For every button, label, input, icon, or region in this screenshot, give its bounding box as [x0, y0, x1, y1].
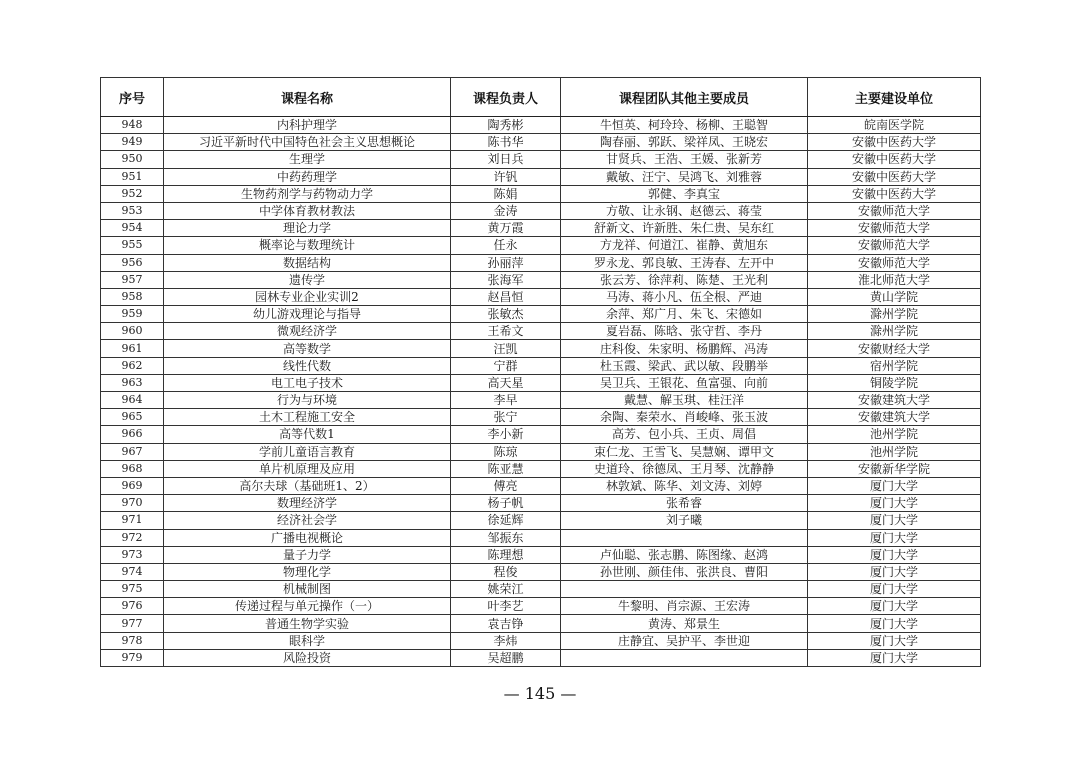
- cell-unit: 厦门大学: [808, 615, 981, 632]
- cell-unit: 厦门大学: [808, 632, 981, 649]
- cell-leader: 陶秀彬: [451, 117, 561, 134]
- table-row: [101, 563, 981, 580]
- cell-members: 余陶、秦荣水、肖峻峰、张玉波: [561, 409, 808, 426]
- cell-course-name: 中学体育教材教法: [164, 202, 451, 219]
- cell-course-name: 量子力学: [164, 546, 451, 563]
- cell-leader: 张海军: [451, 271, 561, 288]
- page-number: — 145 —: [503, 684, 577, 703]
- cell-leader: 吴超鹏: [451, 649, 561, 666]
- cell-leader: 陈娟: [451, 185, 561, 202]
- cell-unit: 淮北师范大学: [808, 271, 981, 288]
- cell-members: [561, 649, 808, 666]
- cell-unit: 皖南医学院: [808, 117, 981, 134]
- cell-unit: 安徽中医药大学: [808, 134, 981, 151]
- cell-leader: 孙丽萍: [451, 254, 561, 271]
- cell-members: 马涛、蒋小凡、伍全根、严迪: [561, 288, 808, 305]
- cell-members: 罗永龙、郭良敏、王涛春、左开中: [561, 254, 808, 271]
- cell-course-name: 眼科学: [164, 632, 451, 649]
- cell-leader: 李早: [451, 392, 561, 409]
- cell-no: 978: [101, 632, 164, 649]
- cell-leader: 赵昌恒: [451, 288, 561, 305]
- table-row: [101, 323, 981, 340]
- cell-leader: 陈琼: [451, 443, 561, 460]
- cell-course-name: 习近平新时代中国特色社会主义思想概论: [164, 134, 451, 151]
- cell-unit: 滁州学院: [808, 323, 981, 340]
- table-row: [101, 598, 981, 615]
- cell-members: 束仁龙、王雪飞、吴慧娴、谭甲文: [561, 443, 808, 460]
- cell-course-name: 机械制图: [164, 581, 451, 598]
- cell-leader: 袁吉铮: [451, 615, 561, 632]
- cell-course-name: 中药药理学: [164, 168, 451, 185]
- cell-course-name: 微观经济学: [164, 323, 451, 340]
- cell-unit: 厦门大学: [808, 581, 981, 598]
- cell-leader: 宁群: [451, 357, 561, 374]
- cell-no: 948: [101, 117, 164, 134]
- cell-no: 961: [101, 340, 164, 357]
- cell-leader: 程俊: [451, 563, 561, 580]
- header-members: 课程团队其他主要成员: [561, 78, 808, 117]
- table-row: [101, 185, 981, 202]
- table-row: [101, 426, 981, 443]
- cell-unit: 安徽新华学院: [808, 460, 981, 477]
- cell-leader: 金涛: [451, 202, 561, 219]
- table-row: [101, 546, 981, 563]
- table-row: [101, 151, 981, 168]
- cell-no: 956: [101, 254, 164, 271]
- cell-course-name: 概率论与数理统计: [164, 237, 451, 254]
- cell-leader: 傅亮: [451, 477, 561, 494]
- cell-course-name: 数据结构: [164, 254, 451, 271]
- cell-no: 955: [101, 237, 164, 254]
- cell-unit: 安徽中医药大学: [808, 185, 981, 202]
- table-row: [101, 392, 981, 409]
- cell-unit: 安徽师范大学: [808, 237, 981, 254]
- cell-course-name: 内科护理学: [164, 117, 451, 134]
- cell-members: [561, 581, 808, 598]
- table-row: [101, 374, 981, 391]
- cell-leader: 黄万霞: [451, 220, 561, 237]
- cell-course-name: 经济社会学: [164, 512, 451, 529]
- table-row: [101, 202, 981, 219]
- table-row: [101, 649, 981, 666]
- cell-unit: 厦门大学: [808, 529, 981, 546]
- table-row: [101, 529, 981, 546]
- cell-leader: 李炜: [451, 632, 561, 649]
- table-row: [101, 168, 981, 185]
- cell-leader: 刘日兵: [451, 151, 561, 168]
- cell-course-name: 高等代数1: [164, 426, 451, 443]
- cell-members: 吴卫兵、王银花、鱼富强、向前: [561, 374, 808, 391]
- cell-members: [561, 529, 808, 546]
- cell-course-name: 普通生物学实验: [164, 615, 451, 632]
- header-course-name: 课程名称: [164, 78, 451, 117]
- cell-no: 972: [101, 529, 164, 546]
- cell-members: 郭健、李真宝: [561, 185, 808, 202]
- cell-unit: 黄山学院: [808, 288, 981, 305]
- table-row: [101, 477, 981, 494]
- cell-course-name: 高尔夫球（基础班1、2）: [164, 477, 451, 494]
- cell-unit: 池州学院: [808, 443, 981, 460]
- table-row: [101, 512, 981, 529]
- table-row: [101, 254, 981, 271]
- cell-leader: 徐延辉: [451, 512, 561, 529]
- cell-members: 刘子曦: [561, 512, 808, 529]
- cell-no: 968: [101, 460, 164, 477]
- cell-members: 黄涛、郑景生: [561, 615, 808, 632]
- cell-no: 957: [101, 271, 164, 288]
- cell-course-name: 广播电视概论: [164, 529, 451, 546]
- header-leader: 课程负责人: [451, 78, 561, 117]
- cell-unit: 安徽中医药大学: [808, 168, 981, 185]
- cell-unit: 池州学院: [808, 426, 981, 443]
- cell-no: 971: [101, 512, 164, 529]
- cell-course-name: 遗传学: [164, 271, 451, 288]
- cell-course-name: 生理学: [164, 151, 451, 168]
- table-row: [101, 237, 981, 254]
- cell-members: 甘贤兵、王浩、王媛、张新芳: [561, 151, 808, 168]
- cell-no: 963: [101, 374, 164, 391]
- table-row: [101, 581, 981, 598]
- cell-no: 964: [101, 392, 164, 409]
- cell-course-name: 电工电子技术: [164, 374, 451, 391]
- cell-course-name: 传递过程与单元操作（一）: [164, 598, 451, 615]
- cell-members: 戴慧、解玉琪、桂汪洋: [561, 392, 808, 409]
- cell-members: 高芳、包小兵、王贞、周倡: [561, 426, 808, 443]
- cell-unit: 铜陵学院: [808, 374, 981, 391]
- cell-course-name: 风险投资: [164, 649, 451, 666]
- cell-no: 954: [101, 220, 164, 237]
- cell-unit: 安徽建筑大学: [808, 409, 981, 426]
- cell-members: 孙世刚、颜佳伟、张洪良、曹阳: [561, 563, 808, 580]
- cell-no: 953: [101, 202, 164, 219]
- cell-unit: 厦门大学: [808, 563, 981, 580]
- table-row: [101, 117, 981, 134]
- table-header-row: [101, 78, 981, 117]
- table-row: [101, 357, 981, 374]
- cell-no: 965: [101, 409, 164, 426]
- cell-unit: 厦门大学: [808, 512, 981, 529]
- cell-no: 952: [101, 185, 164, 202]
- cell-unit: 安徽师范大学: [808, 254, 981, 271]
- cell-members: 余萍、郑广月、朱飞、宋德如: [561, 306, 808, 323]
- cell-no: 974: [101, 563, 164, 580]
- cell-no: 959: [101, 306, 164, 323]
- cell-members: 庄科俊、朱家明、杨鹏辉、冯涛: [561, 340, 808, 357]
- cell-leader: 张敏杰: [451, 306, 561, 323]
- cell-members: 方敬、让永钢、赵德云、蒋莹: [561, 202, 808, 219]
- course-table: [100, 77, 981, 667]
- cell-no: 951: [101, 168, 164, 185]
- cell-members: 庄静宜、吴护平、李世迎: [561, 632, 808, 649]
- cell-leader: 杨子帆: [451, 495, 561, 512]
- table-row: [101, 615, 981, 632]
- cell-unit: 厦门大学: [808, 495, 981, 512]
- cell-course-name: 数理经济学: [164, 495, 451, 512]
- table-row: [101, 632, 981, 649]
- cell-members: 夏岩磊、陈晗、张守哲、李丹: [561, 323, 808, 340]
- table-row: [101, 288, 981, 305]
- cell-leader: 汪凯: [451, 340, 561, 357]
- cell-members: 张云芳、徐萍莉、陈楚、王光利: [561, 271, 808, 288]
- table-row: [101, 495, 981, 512]
- cell-leader: 邹振东: [451, 529, 561, 546]
- cell-course-name: 理论力学: [164, 220, 451, 237]
- cell-members: 张希睿: [561, 495, 808, 512]
- cell-course-name: 幼儿游戏理论与指导: [164, 306, 451, 323]
- cell-leader: 陈书华: [451, 134, 561, 151]
- cell-no: 979: [101, 649, 164, 666]
- cell-unit: 安徽中医药大学: [808, 151, 981, 168]
- cell-unit: 宿州学院: [808, 357, 981, 374]
- table-row: [101, 340, 981, 357]
- cell-leader: 高天星: [451, 374, 561, 391]
- cell-course-name: 生物药剂学与药物动力学: [164, 185, 451, 202]
- cell-members: 林敦斌、陈华、刘文涛、刘婷: [561, 477, 808, 494]
- cell-leader: 陈理想: [451, 546, 561, 563]
- cell-unit: 厦门大学: [808, 546, 981, 563]
- table-row: [101, 220, 981, 237]
- cell-members: 牛黎明、肖宗源、王宏涛: [561, 598, 808, 615]
- cell-unit: 安徽师范大学: [808, 202, 981, 219]
- cell-no: 949: [101, 134, 164, 151]
- table-row: [101, 134, 981, 151]
- table-row: [101, 271, 981, 288]
- cell-leader: 李小新: [451, 426, 561, 443]
- header-unit: 主要建设单位: [808, 78, 981, 117]
- cell-leader: 叶李艺: [451, 598, 561, 615]
- cell-no: 970: [101, 495, 164, 512]
- cell-course-name: 高等数学: [164, 340, 451, 357]
- table-body: [101, 117, 981, 667]
- cell-leader: 王希文: [451, 323, 561, 340]
- cell-no: 976: [101, 598, 164, 615]
- cell-course-name: 单片机原理及应用: [164, 460, 451, 477]
- cell-unit: 厦门大学: [808, 477, 981, 494]
- table-row: [101, 443, 981, 460]
- cell-members: 舒新文、许新胜、朱仁贵、吴东红: [561, 220, 808, 237]
- cell-course-name: 线性代数: [164, 357, 451, 374]
- cell-no: 962: [101, 357, 164, 374]
- cell-no: 960: [101, 323, 164, 340]
- cell-unit: 安徽师范大学: [808, 220, 981, 237]
- cell-members: 史道玲、徐德凤、王月琴、沈静静: [561, 460, 808, 477]
- cell-course-name: 土木工程施工安全: [164, 409, 451, 426]
- table-row: [101, 306, 981, 323]
- cell-leader: 张宁: [451, 409, 561, 426]
- cell-unit: 厦门大学: [808, 598, 981, 615]
- cell-members: 牛恒英、柯玲玲、杨柳、王聪智: [561, 117, 808, 134]
- cell-no: 975: [101, 581, 164, 598]
- cell-unit: 厦门大学: [808, 649, 981, 666]
- cell-no: 973: [101, 546, 164, 563]
- cell-unit: 安徽财经大学: [808, 340, 981, 357]
- cell-leader: 许钒: [451, 168, 561, 185]
- cell-course-name: 学前儿童语言教育: [164, 443, 451, 460]
- cell-unit: 安徽建筑大学: [808, 392, 981, 409]
- cell-leader: 任永: [451, 237, 561, 254]
- cell-course-name: 物理化学: [164, 563, 451, 580]
- cell-course-name: 园林专业企业实训2: [164, 288, 451, 305]
- cell-members: 卢仙聪、张志鹏、陈图缘、赵鸿: [561, 546, 808, 563]
- cell-members: 杜玉霞、梁武、武以敏、段鹏举: [561, 357, 808, 374]
- table-row: [101, 409, 981, 426]
- cell-members: 方龙祥、何道江、崔静、黄旭东: [561, 237, 808, 254]
- cell-no: 969: [101, 477, 164, 494]
- cell-members: 陶春丽、郭跃、梁祥凤、王晓宏: [561, 134, 808, 151]
- cell-no: 977: [101, 615, 164, 632]
- cell-no: 966: [101, 426, 164, 443]
- cell-no: 950: [101, 151, 164, 168]
- cell-members: 戴敏、汪宁、吴鸿飞、刘雅蓉: [561, 168, 808, 185]
- cell-no: 958: [101, 288, 164, 305]
- header-no: 序号: [101, 78, 164, 117]
- cell-unit: 滁州学院: [808, 306, 981, 323]
- cell-leader: 姚荣江: [451, 581, 561, 598]
- table-row: [101, 460, 981, 477]
- cell-leader: 陈亚慧: [451, 460, 561, 477]
- cell-course-name: 行为与环境: [164, 392, 451, 409]
- cell-no: 967: [101, 443, 164, 460]
